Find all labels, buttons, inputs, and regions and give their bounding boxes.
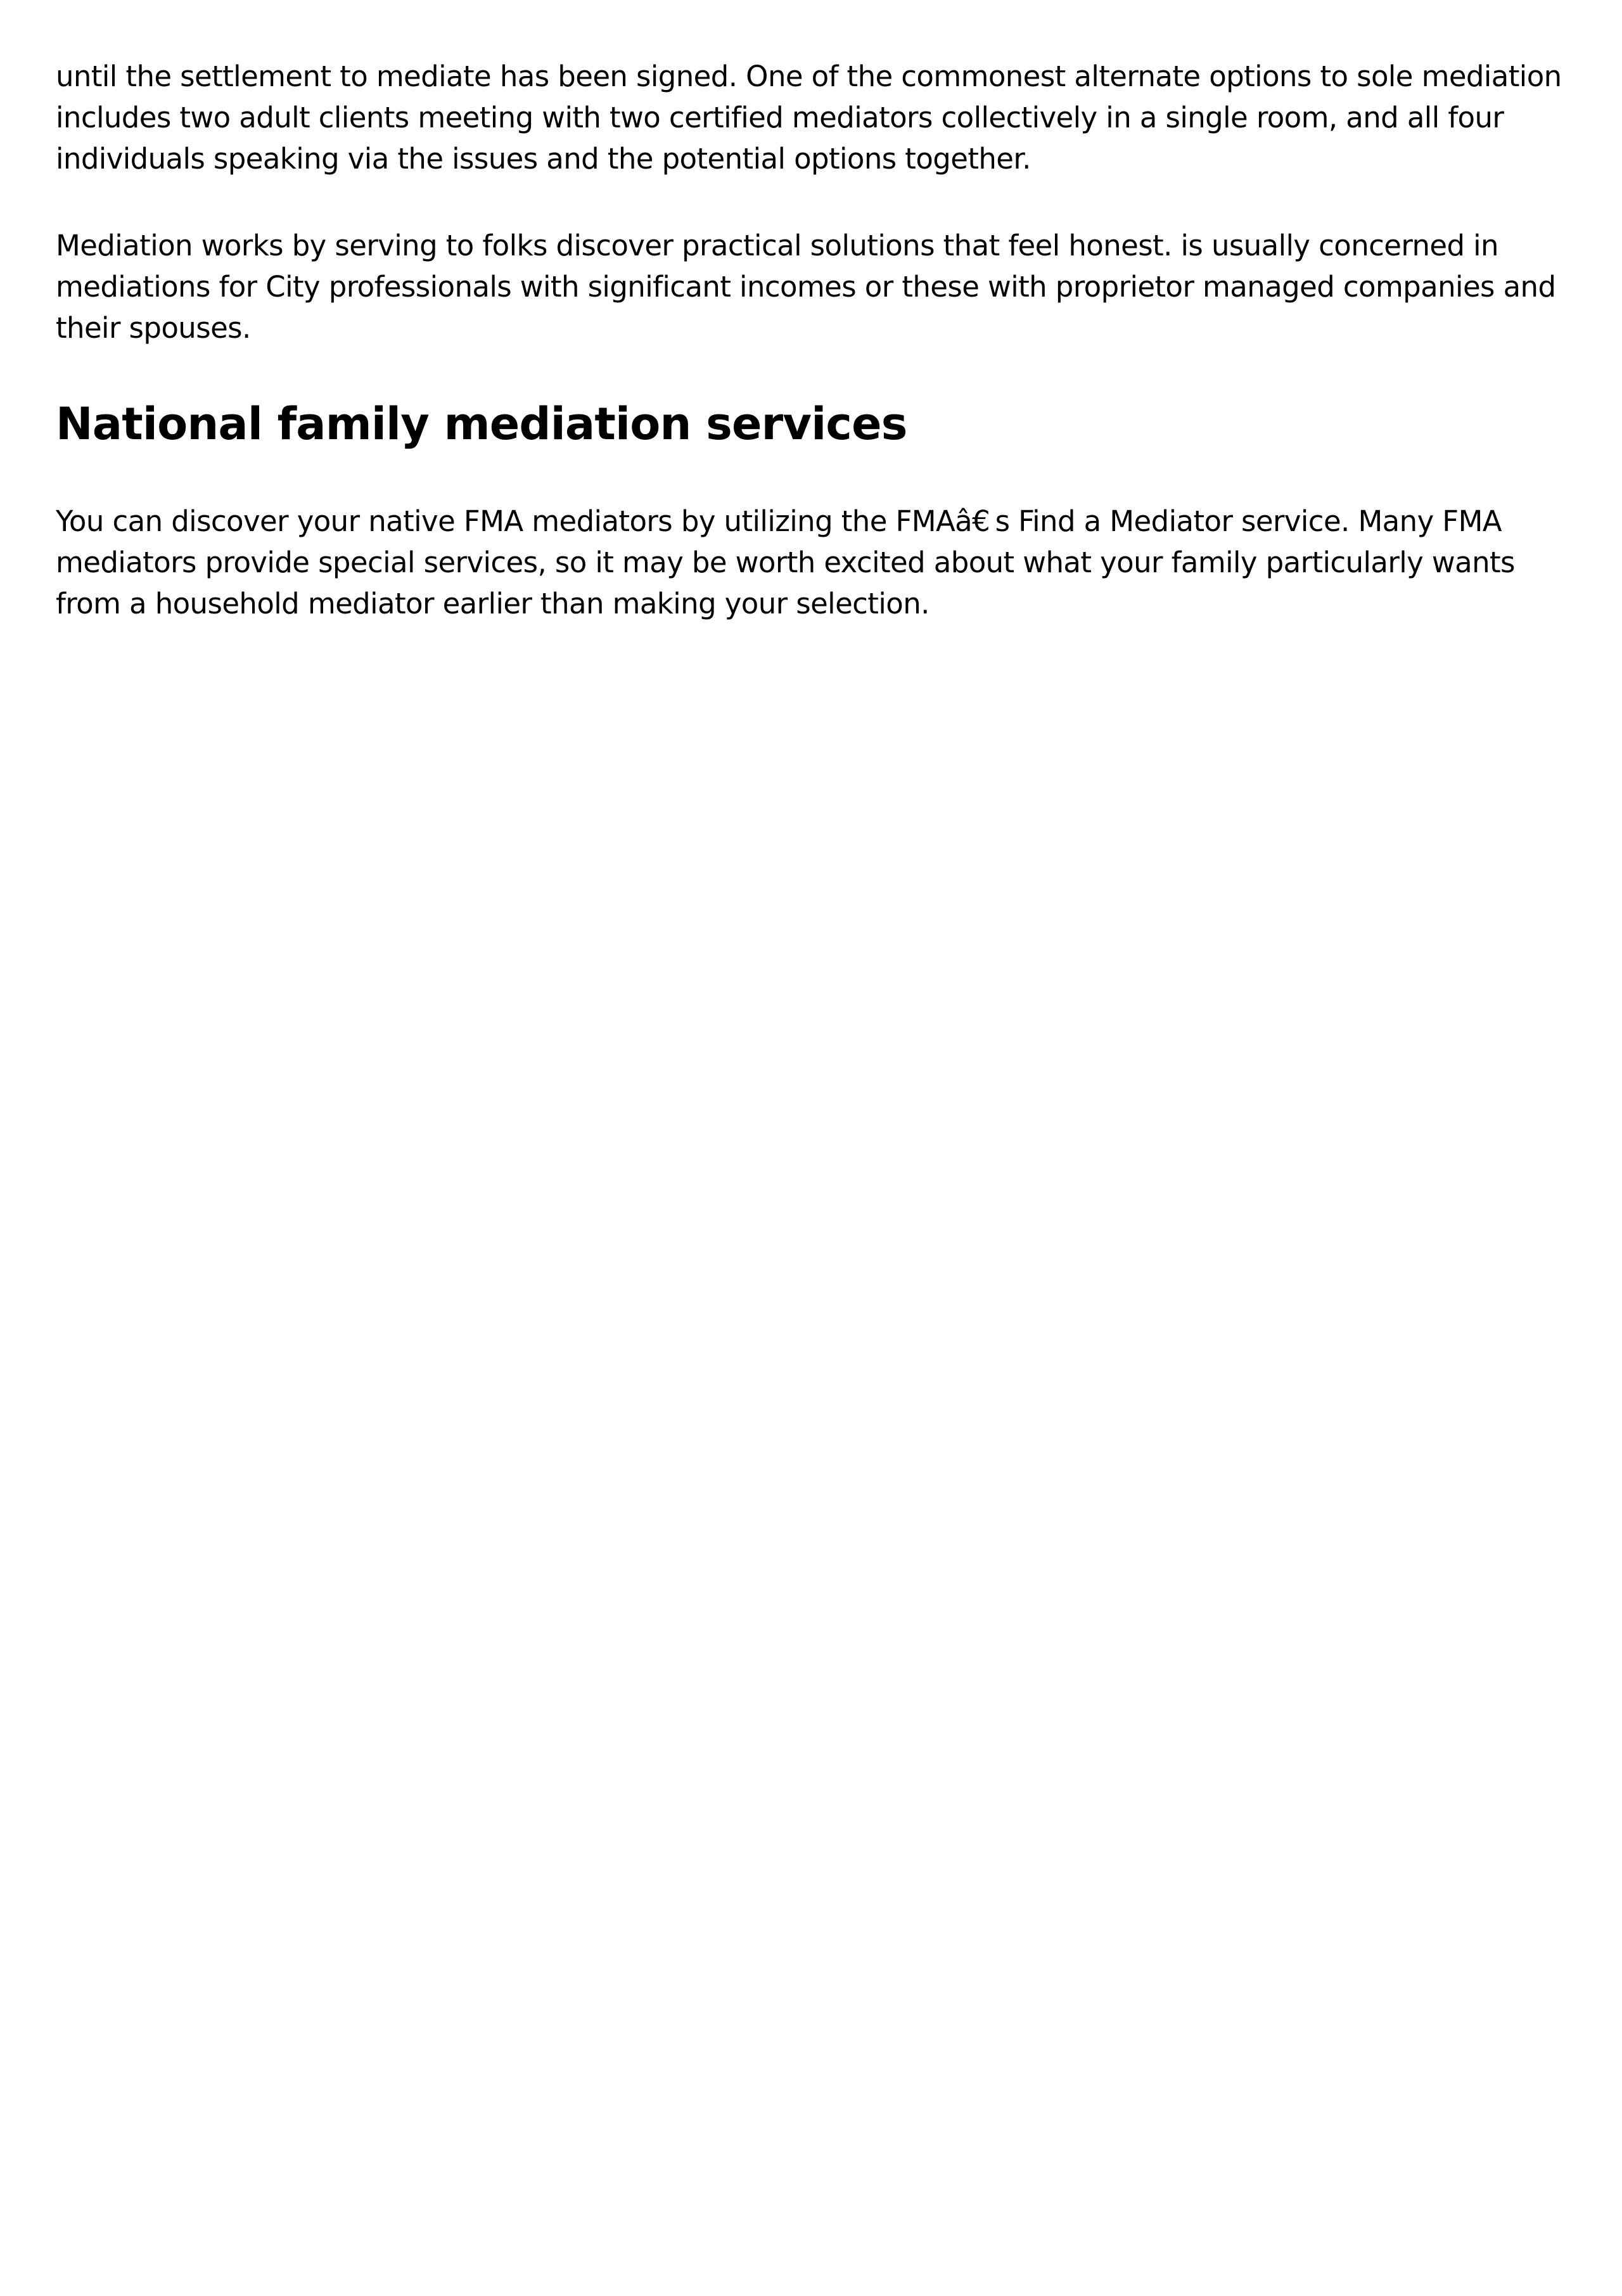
section-heading: National family mediation services xyxy=(56,398,907,450)
body-paragraph: until the settlement to mediate has been signed. One of the commonest alternate options to sole mediation includes two adult clients meeting with two certified mediators collectively in a single room, and all four individuals speaking via the issues and the potential options together. xyxy=(56,60,1562,176)
body-paragraph: Mediation works by serving to folks discover practical solutions that feel honest. is usually concerned in mediations for City professionals with significant incomes or these with proprietor managed companies and their spouses. xyxy=(56,229,1556,345)
body-paragraph: You can discover your native FMA mediators by utilizing the FMAâ€ s Find a Mediator service. Many FMA mediators provide special services, so it may be worth excited about what your family particularly wants from a household mediator earlier than making your selection. xyxy=(56,504,1515,620)
document-page xyxy=(56,56,1576,624)
